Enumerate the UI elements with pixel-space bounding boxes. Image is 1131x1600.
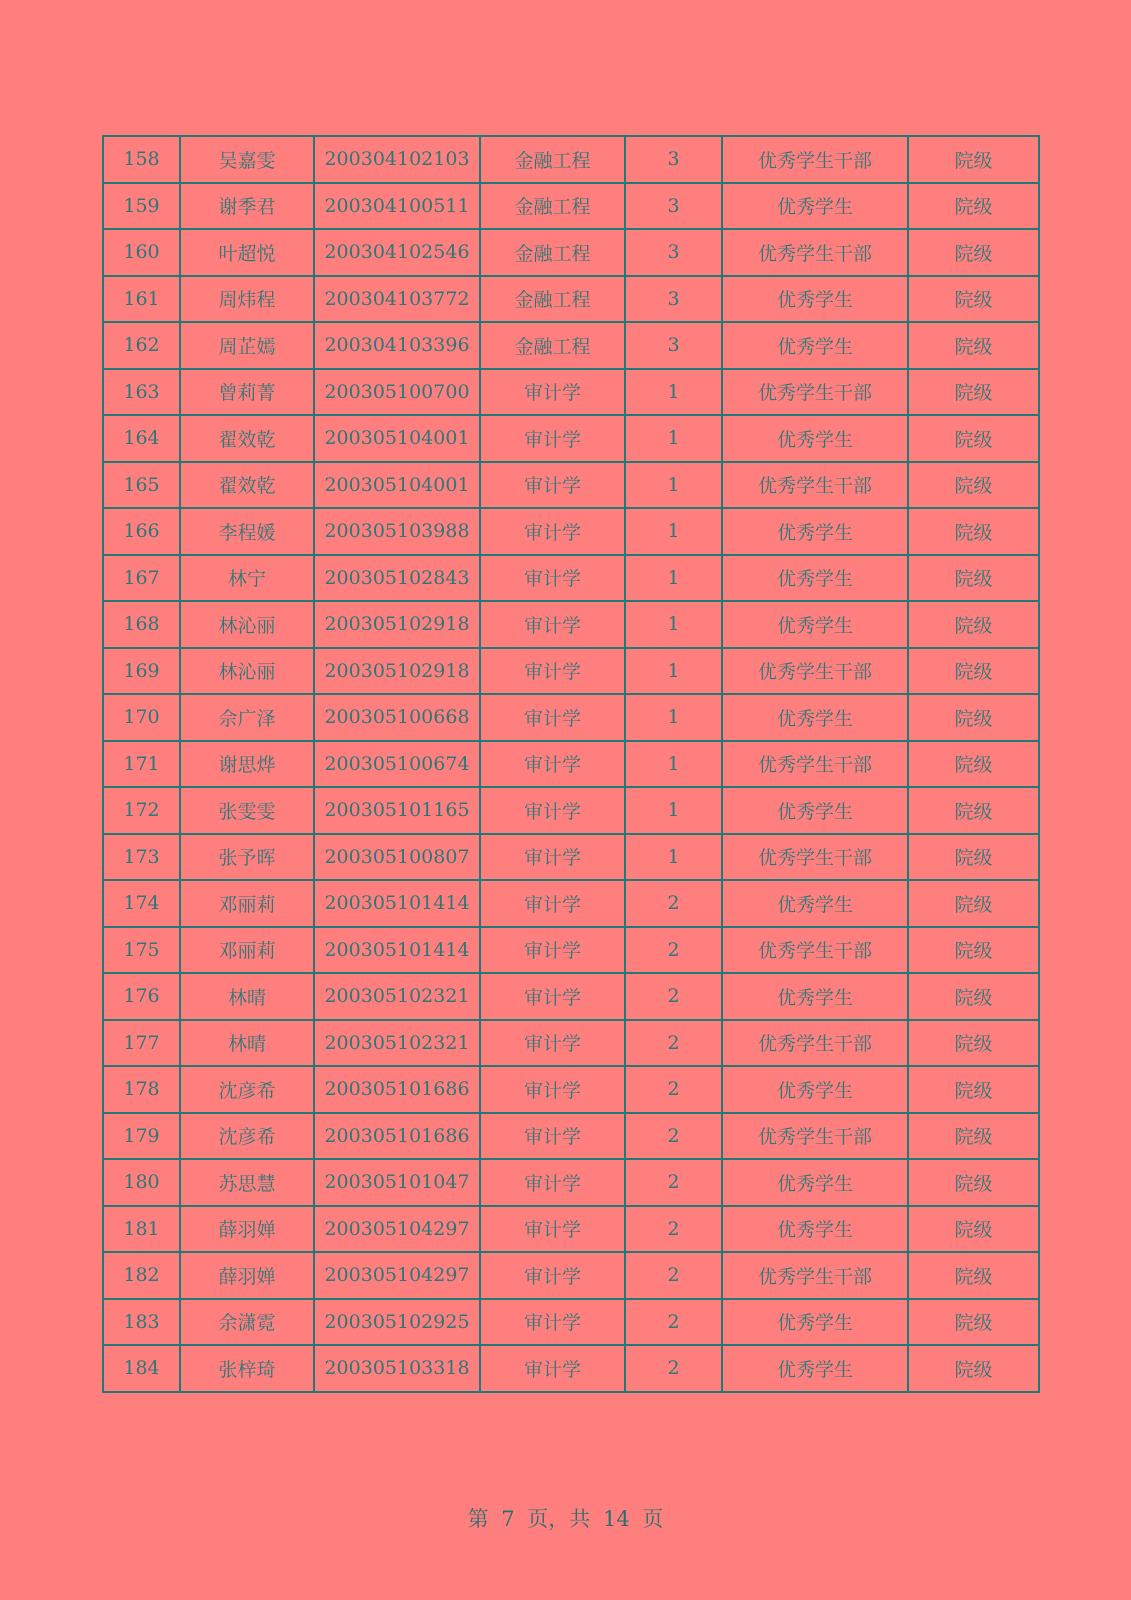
grade-cell: 1 <box>625 601 722 648</box>
award-title-cell: 优秀学生干部 <box>722 1020 908 1067</box>
serial-number-cell: 158 <box>103 136 180 183</box>
student-id-cell: 200305101686 <box>314 1113 480 1160</box>
student-name-cell: 翟效乾 <box>180 415 314 462</box>
student-name-cell: 佘广泽 <box>180 694 314 741</box>
student-name-cell: 林宁 <box>180 555 314 602</box>
award-title-cell: 优秀学生干部 <box>722 1252 908 1299</box>
table-row <box>103 741 1039 788</box>
award-title-cell: 优秀学生干部 <box>722 369 908 416</box>
student-name-cell: 林晴 <box>180 973 314 1020</box>
student-name-cell: 张雯雯 <box>180 787 314 834</box>
student-name-cell: 林沁丽 <box>180 648 314 695</box>
grade-cell: 2 <box>625 1345 722 1392</box>
major-cell: 审计学 <box>480 1020 625 1067</box>
student-id-cell: 200305102918 <box>314 648 480 695</box>
award-level-cell: 院级 <box>908 1020 1039 1067</box>
serial-number-cell: 159 <box>103 183 180 230</box>
student-id-cell: 200304100511 <box>314 183 480 230</box>
award-title-cell: 优秀学生干部 <box>722 741 908 788</box>
student-id-cell: 200305102843 <box>314 555 480 602</box>
table-row <box>103 880 1039 927</box>
serial-number-cell: 183 <box>103 1299 180 1346</box>
award-title-cell: 优秀学生干部 <box>722 834 908 881</box>
serial-number-cell: 182 <box>103 1252 180 1299</box>
award-level-cell: 院级 <box>908 1113 1039 1160</box>
award-level-cell: 院级 <box>908 462 1039 509</box>
serial-number-cell: 171 <box>103 741 180 788</box>
serial-number-cell: 160 <box>103 229 180 276</box>
student-name-cell: 周炜程 <box>180 276 314 323</box>
student-name-cell: 沈彦希 <box>180 1113 314 1160</box>
award-level-cell: 院级 <box>908 1345 1039 1392</box>
award-title-cell: 优秀学生干部 <box>722 1113 908 1160</box>
student-id-cell: 200305103988 <box>314 508 480 555</box>
grade-cell: 1 <box>625 462 722 509</box>
serial-number-cell: 173 <box>103 834 180 881</box>
major-cell: 金融工程 <box>480 183 625 230</box>
student-name-cell: 李程媛 <box>180 508 314 555</box>
award-level-cell: 院级 <box>908 229 1039 276</box>
serial-number-cell: 166 <box>103 508 180 555</box>
award-title-cell: 优秀学生 <box>722 1299 908 1346</box>
major-cell: 金融工程 <box>480 322 625 369</box>
award-title-cell: 优秀学生干部 <box>722 648 908 695</box>
serial-number-cell: 161 <box>103 276 180 323</box>
student-id-cell: 200305102925 <box>314 1299 480 1346</box>
student-id-cell: 200305100674 <box>314 741 480 788</box>
award-level-cell: 院级 <box>908 787 1039 834</box>
student-name-cell: 曾莉菁 <box>180 369 314 416</box>
award-level-cell: 院级 <box>908 601 1039 648</box>
serial-number-cell: 174 <box>103 880 180 927</box>
major-cell: 审计学 <box>480 1113 625 1160</box>
student-id-cell: 200305102321 <box>314 973 480 1020</box>
grade-cell: 2 <box>625 1206 722 1253</box>
award-level-cell: 院级 <box>908 322 1039 369</box>
student-id-cell: 200304102546 <box>314 229 480 276</box>
student-name-cell: 翟效乾 <box>180 462 314 509</box>
table-row <box>103 1113 1039 1160</box>
serial-number-cell: 180 <box>103 1159 180 1206</box>
serial-number-cell: 176 <box>103 973 180 1020</box>
major-cell: 审计学 <box>480 1159 625 1206</box>
table-row <box>103 1020 1039 1067</box>
student-name-cell: 林晴 <box>180 1020 314 1067</box>
award-level-cell: 院级 <box>908 508 1039 555</box>
serial-number-cell: 164 <box>103 415 180 462</box>
award-title-cell: 优秀学生干部 <box>722 229 908 276</box>
grade-cell: 1 <box>625 508 722 555</box>
table-row <box>103 183 1039 230</box>
student-name-cell: 张予晖 <box>180 834 314 881</box>
grade-cell: 2 <box>625 927 722 974</box>
student-name-cell: 吴嘉雯 <box>180 136 314 183</box>
major-cell: 审计学 <box>480 508 625 555</box>
student-id-cell: 200304103396 <box>314 322 480 369</box>
award-level-cell: 院级 <box>908 369 1039 416</box>
major-cell: 金融工程 <box>480 276 625 323</box>
table-row <box>103 415 1039 462</box>
award-level-cell: 院级 <box>908 834 1039 881</box>
student-name-cell: 邓丽莉 <box>180 880 314 927</box>
student-name-cell: 余潇霓 <box>180 1299 314 1346</box>
table-row <box>103 136 1039 183</box>
grade-cell: 1 <box>625 834 722 881</box>
table-row <box>103 369 1039 416</box>
roster-body <box>103 136 1039 1392</box>
student-name-cell: 林沁丽 <box>180 601 314 648</box>
grade-cell: 1 <box>625 415 722 462</box>
grade-cell: 3 <box>625 322 722 369</box>
table-row <box>103 276 1039 323</box>
table-row <box>103 1299 1039 1346</box>
grade-cell: 3 <box>625 136 722 183</box>
award-level-cell: 院级 <box>908 648 1039 695</box>
major-cell: 金融工程 <box>480 229 625 276</box>
grade-cell: 1 <box>625 787 722 834</box>
grade-cell: 2 <box>625 1252 722 1299</box>
major-cell: 审计学 <box>480 694 625 741</box>
table-row <box>103 787 1039 834</box>
grade-cell: 2 <box>625 880 722 927</box>
student-id-cell: 200305104297 <box>314 1206 480 1253</box>
major-cell: 审计学 <box>480 973 625 1020</box>
student-id-cell: 200305100668 <box>314 694 480 741</box>
serial-number-cell: 177 <box>103 1020 180 1067</box>
serial-number-cell: 169 <box>103 648 180 695</box>
student-id-cell: 200305101414 <box>314 880 480 927</box>
table-row <box>103 694 1039 741</box>
serial-number-cell: 167 <box>103 555 180 602</box>
student-id-cell: 200305100700 <box>314 369 480 416</box>
award-title-cell: 优秀学生 <box>722 276 908 323</box>
award-title-cell: 优秀学生 <box>722 1206 908 1253</box>
grade-cell: 2 <box>625 1066 722 1113</box>
grade-cell: 2 <box>625 1020 722 1067</box>
grade-cell: 3 <box>625 229 722 276</box>
grade-cell: 3 <box>625 276 722 323</box>
major-cell: 审计学 <box>480 1252 625 1299</box>
student-name-cell: 谢季君 <box>180 183 314 230</box>
award-title-cell: 优秀学生 <box>722 555 908 602</box>
major-cell: 审计学 <box>480 1066 625 1113</box>
serial-number-cell: 179 <box>103 1113 180 1160</box>
student-id-cell: 200305101165 <box>314 787 480 834</box>
award-level-cell: 院级 <box>908 136 1039 183</box>
table-row <box>103 927 1039 974</box>
award-level-cell: 院级 <box>908 1159 1039 1206</box>
award-title-cell: 优秀学生 <box>722 415 908 462</box>
award-level-cell: 院级 <box>908 927 1039 974</box>
student-id-cell: 200304103772 <box>314 276 480 323</box>
table-row <box>103 462 1039 509</box>
student-name-cell: 邓丽莉 <box>180 927 314 974</box>
student-id-cell: 200305101414 <box>314 927 480 974</box>
table-row <box>103 648 1039 695</box>
award-title-cell: 优秀学生 <box>722 973 908 1020</box>
award-level-cell: 院级 <box>908 741 1039 788</box>
major-cell: 审计学 <box>480 462 625 509</box>
student-name-cell: 谢思烨 <box>180 741 314 788</box>
major-cell: 审计学 <box>480 741 625 788</box>
table-row <box>103 601 1039 648</box>
student-name-cell: 薛羽婵 <box>180 1252 314 1299</box>
major-cell: 审计学 <box>480 927 625 974</box>
grade-cell: 2 <box>625 1159 722 1206</box>
major-cell: 审计学 <box>480 834 625 881</box>
award-level-cell: 院级 <box>908 183 1039 230</box>
table-row <box>103 229 1039 276</box>
student-id-cell: 200305100807 <box>314 834 480 881</box>
grade-cell: 1 <box>625 741 722 788</box>
major-cell: 审计学 <box>480 601 625 648</box>
major-cell: 审计学 <box>480 1206 625 1253</box>
award-title-cell: 优秀学生 <box>722 787 908 834</box>
award-title-cell: 优秀学生干部 <box>722 462 908 509</box>
award-title-cell: 优秀学生 <box>722 694 908 741</box>
major-cell: 审计学 <box>480 1345 625 1392</box>
student-id-cell: 200305102321 <box>314 1020 480 1067</box>
award-title-cell: 优秀学生 <box>722 601 908 648</box>
table-row <box>103 555 1039 602</box>
major-cell: 审计学 <box>480 555 625 602</box>
table-row <box>103 1345 1039 1392</box>
award-level-cell: 院级 <box>908 1066 1039 1113</box>
award-level-cell: 院级 <box>908 1299 1039 1346</box>
grade-cell: 2 <box>625 1299 722 1346</box>
serial-number-cell: 162 <box>103 322 180 369</box>
major-cell: 审计学 <box>480 415 625 462</box>
award-level-cell: 院级 <box>908 1206 1039 1253</box>
award-level-cell: 院级 <box>908 555 1039 602</box>
table-row <box>103 1206 1039 1253</box>
serial-number-cell: 170 <box>103 694 180 741</box>
student-id-cell: 200304102103 <box>314 136 480 183</box>
award-roster-table <box>102 135 1040 1393</box>
award-title-cell: 优秀学生 <box>722 183 908 230</box>
serial-number-cell: 163 <box>103 369 180 416</box>
award-level-cell: 院级 <box>908 1252 1039 1299</box>
award-title-cell: 优秀学生 <box>722 880 908 927</box>
award-title-cell: 优秀学生干部 <box>722 136 908 183</box>
student-name-cell: 苏思慧 <box>180 1159 314 1206</box>
major-cell: 金融工程 <box>480 136 625 183</box>
student-name-cell: 周芷嫣 <box>180 322 314 369</box>
serial-number-cell: 178 <box>103 1066 180 1113</box>
grade-cell: 1 <box>625 555 722 602</box>
grade-cell: 1 <box>625 369 722 416</box>
grade-cell: 2 <box>625 1113 722 1160</box>
award-level-cell: 院级 <box>908 973 1039 1020</box>
student-id-cell: 200305104001 <box>314 415 480 462</box>
serial-number-cell: 181 <box>103 1206 180 1253</box>
page-number-footer: 第 7 页，共 14 页 <box>467 1507 664 1531</box>
serial-number-cell: 165 <box>103 462 180 509</box>
table-row <box>103 322 1039 369</box>
serial-number-cell: 168 <box>103 601 180 648</box>
serial-number-cell: 175 <box>103 927 180 974</box>
serial-number-cell: 184 <box>103 1345 180 1392</box>
table-row <box>103 1159 1039 1206</box>
award-level-cell: 院级 <box>908 276 1039 323</box>
grade-cell: 1 <box>625 648 722 695</box>
table-row <box>103 973 1039 1020</box>
major-cell: 审计学 <box>480 369 625 416</box>
award-title-cell: 优秀学生 <box>722 1159 908 1206</box>
award-title-cell: 优秀学生 <box>722 322 908 369</box>
major-cell: 审计学 <box>480 880 625 927</box>
student-id-cell: 200305104001 <box>314 462 480 509</box>
student-name-cell: 沈彦希 <box>180 1066 314 1113</box>
award-title-cell: 优秀学生干部 <box>722 927 908 974</box>
student-id-cell: 200305101047 <box>314 1159 480 1206</box>
grade-cell: 3 <box>625 183 722 230</box>
table-row <box>103 834 1039 881</box>
award-title-cell: 优秀学生 <box>722 1345 908 1392</box>
award-level-cell: 院级 <box>908 880 1039 927</box>
grade-cell: 1 <box>625 694 722 741</box>
table-row <box>103 1066 1039 1113</box>
award-level-cell: 院级 <box>908 694 1039 741</box>
major-cell: 审计学 <box>480 1299 625 1346</box>
student-name-cell: 薛羽婵 <box>180 1206 314 1253</box>
grade-cell: 2 <box>625 973 722 1020</box>
student-id-cell: 200305102918 <box>314 601 480 648</box>
student-id-cell: 200305101686 <box>314 1066 480 1113</box>
award-title-cell: 优秀学生 <box>722 508 908 555</box>
award-level-cell: 院级 <box>908 415 1039 462</box>
student-name-cell: 张梓琦 <box>180 1345 314 1392</box>
serial-number-cell: 172 <box>103 787 180 834</box>
student-id-cell: 200305103318 <box>314 1345 480 1392</box>
table-row <box>103 508 1039 555</box>
table-row <box>103 1252 1039 1299</box>
student-id-cell: 200305104297 <box>314 1252 480 1299</box>
student-name-cell: 叶超悦 <box>180 229 314 276</box>
major-cell: 审计学 <box>480 648 625 695</box>
award-title-cell: 优秀学生 <box>722 1066 908 1113</box>
major-cell: 审计学 <box>480 787 625 834</box>
